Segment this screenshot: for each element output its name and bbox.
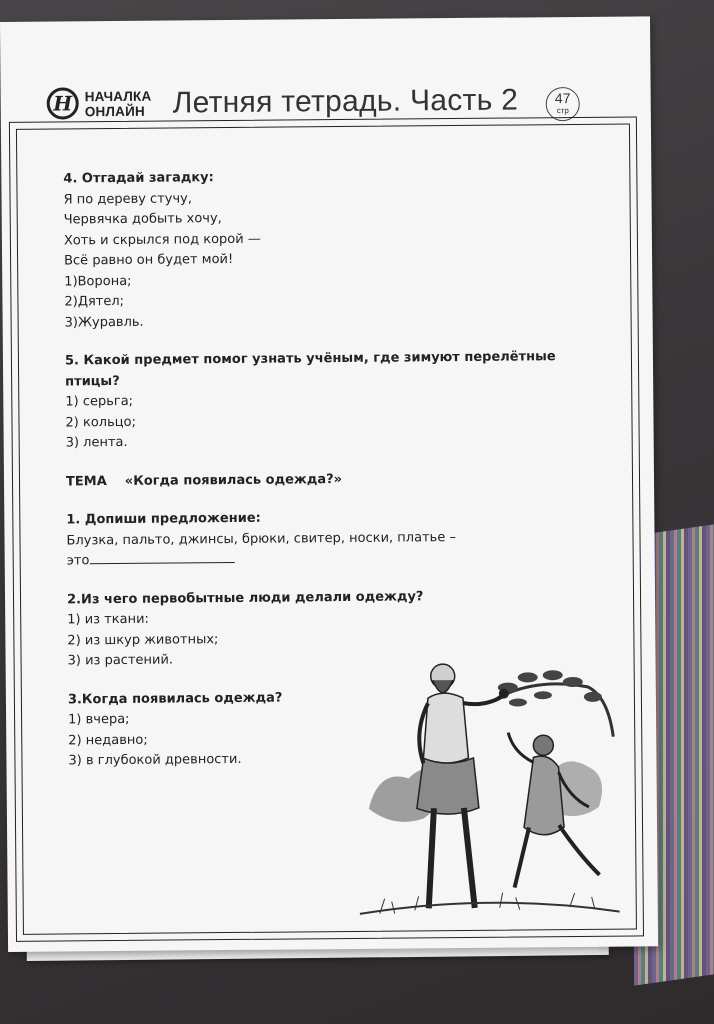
riddle-line: Я по дереву стучу, bbox=[63, 190, 193, 207]
topic-label: ТЕМА bbox=[65, 473, 107, 489]
answer-option: 1) вчера; bbox=[68, 711, 130, 728]
answer-option: 2) недавно; bbox=[68, 732, 148, 748]
answer-option: 2)Дятел; bbox=[64, 293, 125, 310]
answer-option: 2) из шкур животных; bbox=[67, 631, 219, 648]
answer-option: 3) в глубокой древности. bbox=[68, 751, 242, 769]
page-unit: стр bbox=[556, 106, 569, 116]
page-number: 47 bbox=[554, 90, 571, 107]
question-4 bbox=[63, 165, 564, 333]
logo-letter: Н bbox=[53, 91, 73, 116]
question-title: 2.Из чего первобытные люди делали одежду? bbox=[66, 588, 424, 607]
nachalka-logo-icon bbox=[47, 87, 79, 119]
task-1 bbox=[66, 506, 567, 572]
worksheet-page bbox=[0, 16, 658, 952]
question-5 bbox=[65, 347, 566, 454]
riddle-line: Червячка добыть хочу, bbox=[63, 211, 222, 228]
primitive-people-illustration bbox=[358, 657, 620, 929]
answer-option: 3) лента. bbox=[65, 434, 128, 451]
question-title: 1. Допиши предложение: bbox=[66, 510, 261, 528]
answer-option: 1) серьга; bbox=[65, 393, 134, 410]
question-title: 5. Какой предмет помог узнать учёным, где зимуют перелётные bbox=[64, 349, 556, 369]
topic-name: «Когда появилась одежда?» bbox=[124, 471, 343, 489]
question-title: 3.Когда появилась одежда? bbox=[67, 690, 283, 707]
answer-option: 3) из растений. bbox=[67, 652, 174, 669]
question-title: 4. Отгадай загадку: bbox=[63, 170, 214, 187]
sentence-end: это bbox=[66, 553, 90, 569]
sentence-text: Блузка, пальто, джинсы, брюки, свитер, носки, платье – bbox=[66, 529, 456, 548]
answer-blank[interactable] bbox=[89, 550, 234, 564]
riddle-line: Хоть и скрылся под корой — bbox=[63, 231, 261, 248]
logo-text bbox=[85, 89, 152, 120]
riddle-line: Всё равно он будет мой! bbox=[64, 251, 234, 269]
logo-line-2: ОНЛАЙН bbox=[84, 103, 145, 120]
answer-option: 1)Ворона; bbox=[64, 273, 132, 289]
answer-option: 2) кольцо; bbox=[65, 414, 136, 430]
logo-line-1: НАЧАЛКА bbox=[84, 88, 152, 105]
page-title: Летняя тетрадь. Часть 2 bbox=[172, 83, 519, 120]
question-title-cont: птицы? bbox=[65, 373, 120, 389]
answer-option: 3)Журавль. bbox=[64, 314, 144, 330]
answer-option: 1) из ткани: bbox=[67, 611, 149, 628]
